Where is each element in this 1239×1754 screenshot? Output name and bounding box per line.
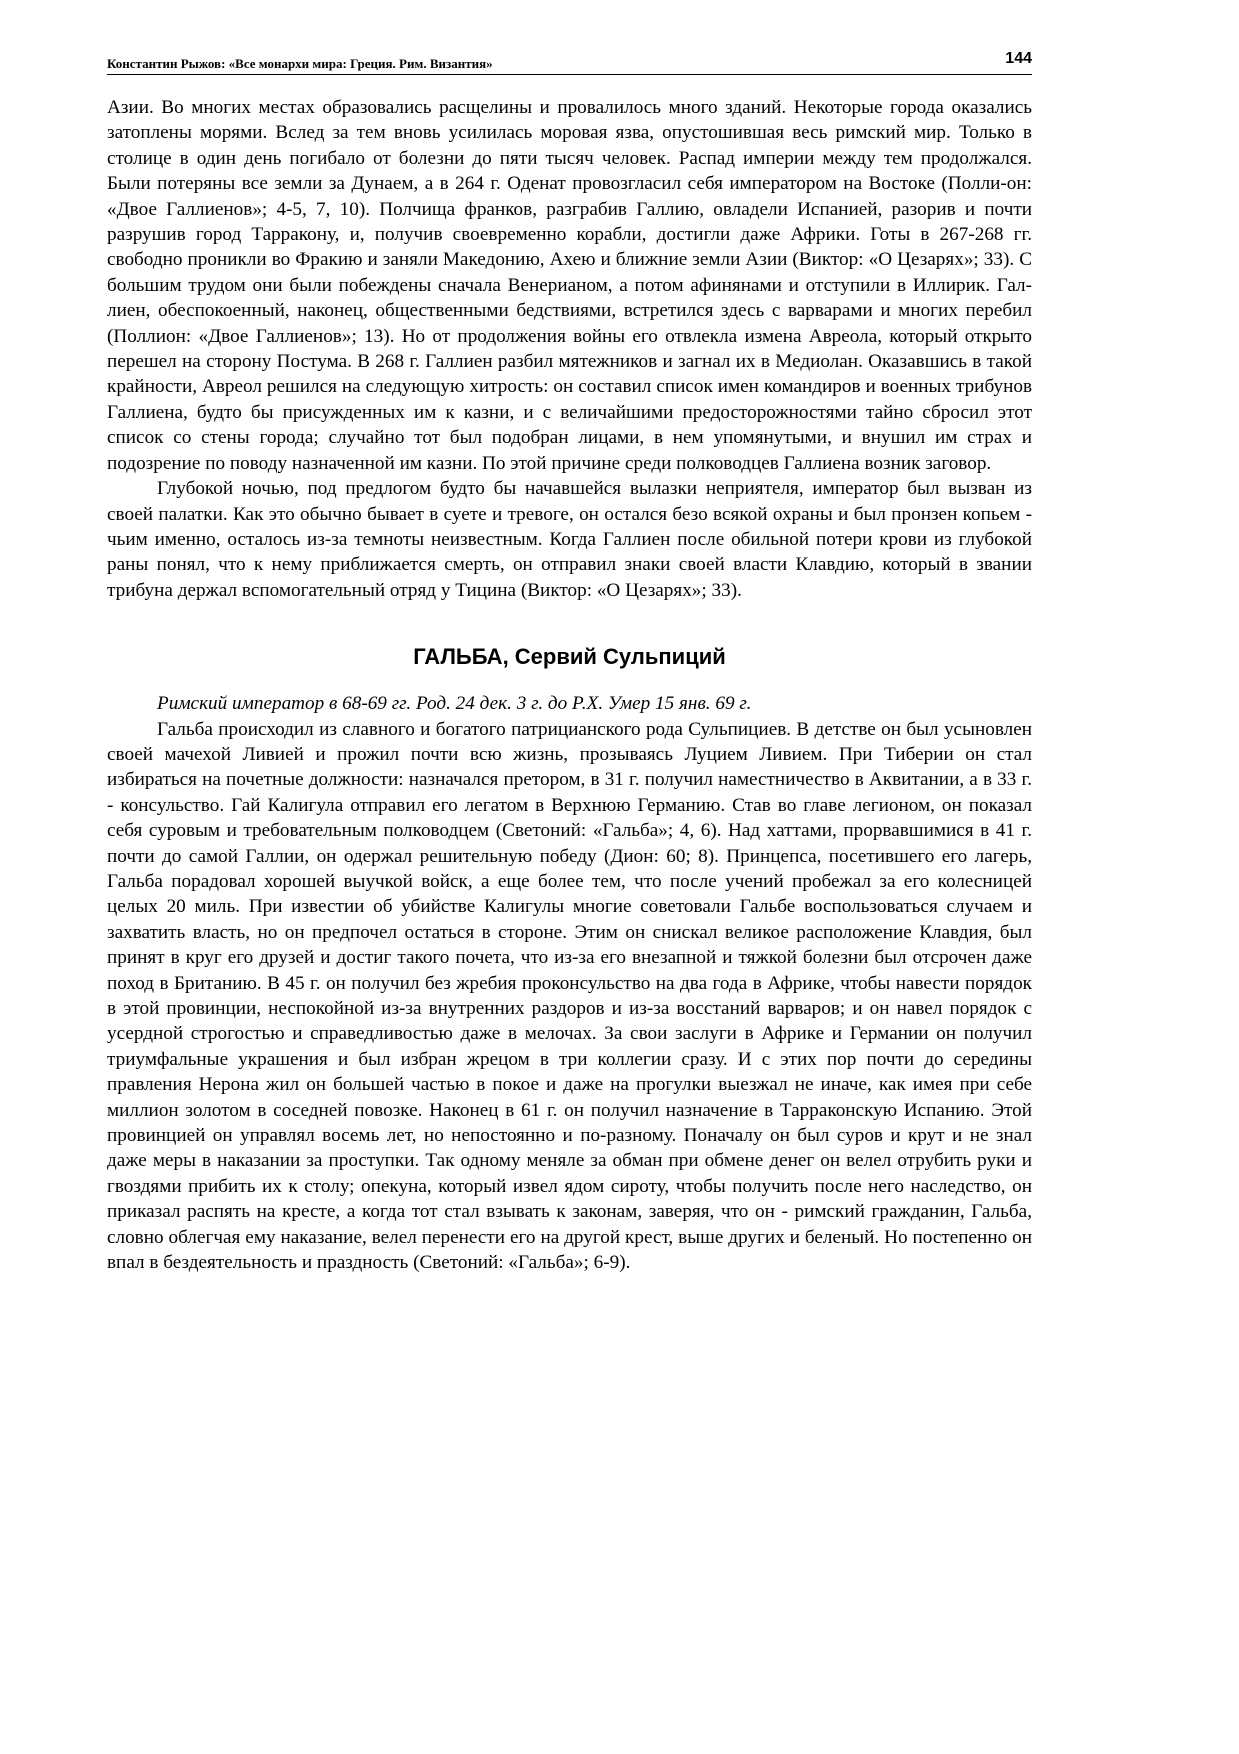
page-number: 144	[1005, 50, 1032, 67]
section-subtitle: Римский император в 68-69 гг. Род. 24 дек. 3 г. до Р.Х. Умер 15 янв. 69 г.	[157, 693, 752, 715]
continued-paragraph: Азии. Во многих местах образовались расщелины и провалилось много зданий. Некоторые города оказались затоплены морями. Вслед за тем вновь усилилась моровая язва, опустошившая весь римский мир. Только в столице в один день погибало от болезни до пяти тысяч человек. Распад империи между тем продолжался. Были потеряны все земли за Дунаем, а в 264 г. Оденат провозгласил себя императором на Востоке (Полли-он: «Двое Галлиенов»; 4-5, 7, 10). Полчища франков, разграбив Галлию, овладели Испанией, разорив и почти разрушив город Тарракону, и, получив своевременно корабли, достигли даже Африки. Готы в 267-268 гг. свободно проникли во Фракию и заняли Македонию, Ахею и ближние земли Азии (Виктор: «О Цезарях»; 33). С большим трудом они были побеждены сначала Венерианом, а потом афинянами и отступили в Иллирик. Гал-лиен, обеспокоенный, наконец, общественными бедствиями, встретился здесь с варварами и многих перебил (Поллион: «Двое Галлиенов»; 13). Но от продолжения войны его отвлекла измена Авреола, который открыто перешел на сторону Постума. В 268 г. Галлиен разбил мятежников и загнал их в Медиолан. Оказавшись в такой крайности, Авреол решился на следующую хитрость: он составил список имен командиров и военных трибунов Галлиена, будто бы присужденных им к казни, и с величайшими предосторожностями тайно сбросил этот список со стены города; случайно тот был подобран лицами, в нем упомянутыми, и внушил им страх и подозрение по поводу назначенной им казни. По этой причине среди полководцев Галлиена возник заговор.	[107, 97, 1032, 474]
paragraph: Глубокой ночью, под предлогом будто бы начавшейся вылазки неприятеля, император был вызван из своей палатки. Как это обычно бывает в суете и тревоге, он остался безо всякой охраны и был пронзен копьем - чьим именно, осталось из-за темноты неизвестным. Когда Галлиен после обильной потери крови из глубокой раны понял, что к нему приближается смерть, он отправил знаки своей власти Клавдию, который в звании трибуна держал вспомогательный отряд у Тицина (Виктор: «О Цезарях»; 33).	[107, 478, 1032, 601]
section-title: ГАЛЬБА, Сервий Сульпиций	[413, 644, 726, 670]
paragraph: Гальба происходил из славного и богатого патрицианского рода Сульпициев. В детстве он был усыновлен своей мачехой Ливией и прожил почти всю жизнь, прозываясь Луцием Ливием. При Тиберии он стал избираться на почетные должности: назначался претором, в 31 г. получил наместничество в Аквитании, а в 33 г. - консульство. Гай Калигула отправил его легатом в Верхнюю Германию. Став во главе легионом, он показал себя суровым и требовательным полководцем (Светоний: «Гальба»; 4, 6). Над хаттами, прорвавшимися в 41 г. почти до самой Галлии, он одержал решительную победу (Дион: 60; 8). Принцепса, посетившего его лагерь, Гальба порадовал хорошей выучкой войск, а еще более тем, что после учений пробежал за его колесницей целых 20 миль. При известии об убийстве Калигулы многие советовали Гальбе воспользоваться случаем и захватить власть, но он предпочел остаться в стороне. Этим он снискал великое расположение Клавдия, был принят в круг его друзей и достиг такого почета, что из-за его внезапной и тяжкой болезни был отсрочен даже поход в Британию. В 45 г. он получил без жребия проконсульство на два года в Африке, чтобы навести порядок в этой провинции, неспокойной из-за внутренних раздоров и из-за восстаний варваров; и он навел порядок с усердной строгостью и справедливостью даже в мелочах. За свои заслуги в Африке и Германии он получил триумфальные украшения и был избран жрецом в три коллегии сразу. И с этих пор почти до середины правления Нерона жил он большей частью в покое и даже на прогулки выезжал не иначе, как имея при себе миллион золотом в соседней повозке. Наконец в 61 г. он получил назначение в Тарраконскую Испанию. Этой провинцией он управлял восемь лет, но непостоянно и по-разному. Поначалу он был суров и крут и не знал даже меры в наказании за проступки. Так одному меняле за обман при обмене денег он велел отрубить руки и гвоздями прибить их к столу; опекуна, который извел ядом сироту, чтобы получить после него наследство, он приказал распять на кресте, а когда тот стал взывать к законам, заверяя, что он - римский гражданин, Гальба, словно облегчая ему наказание, велел перенести его на другой крест, выше других и беленый. Но постепенно он впал в бездеятельность и праздность (Светоний: «Гальба»; 6-9).	[107, 718, 1032, 1274]
header-title: Константин Рыжов: «Все монархи мира: Греция. Рим. Византия»	[107, 56, 493, 71]
running-header	[107, 50, 1032, 75]
body-text	[107, 95, 1032, 1275]
